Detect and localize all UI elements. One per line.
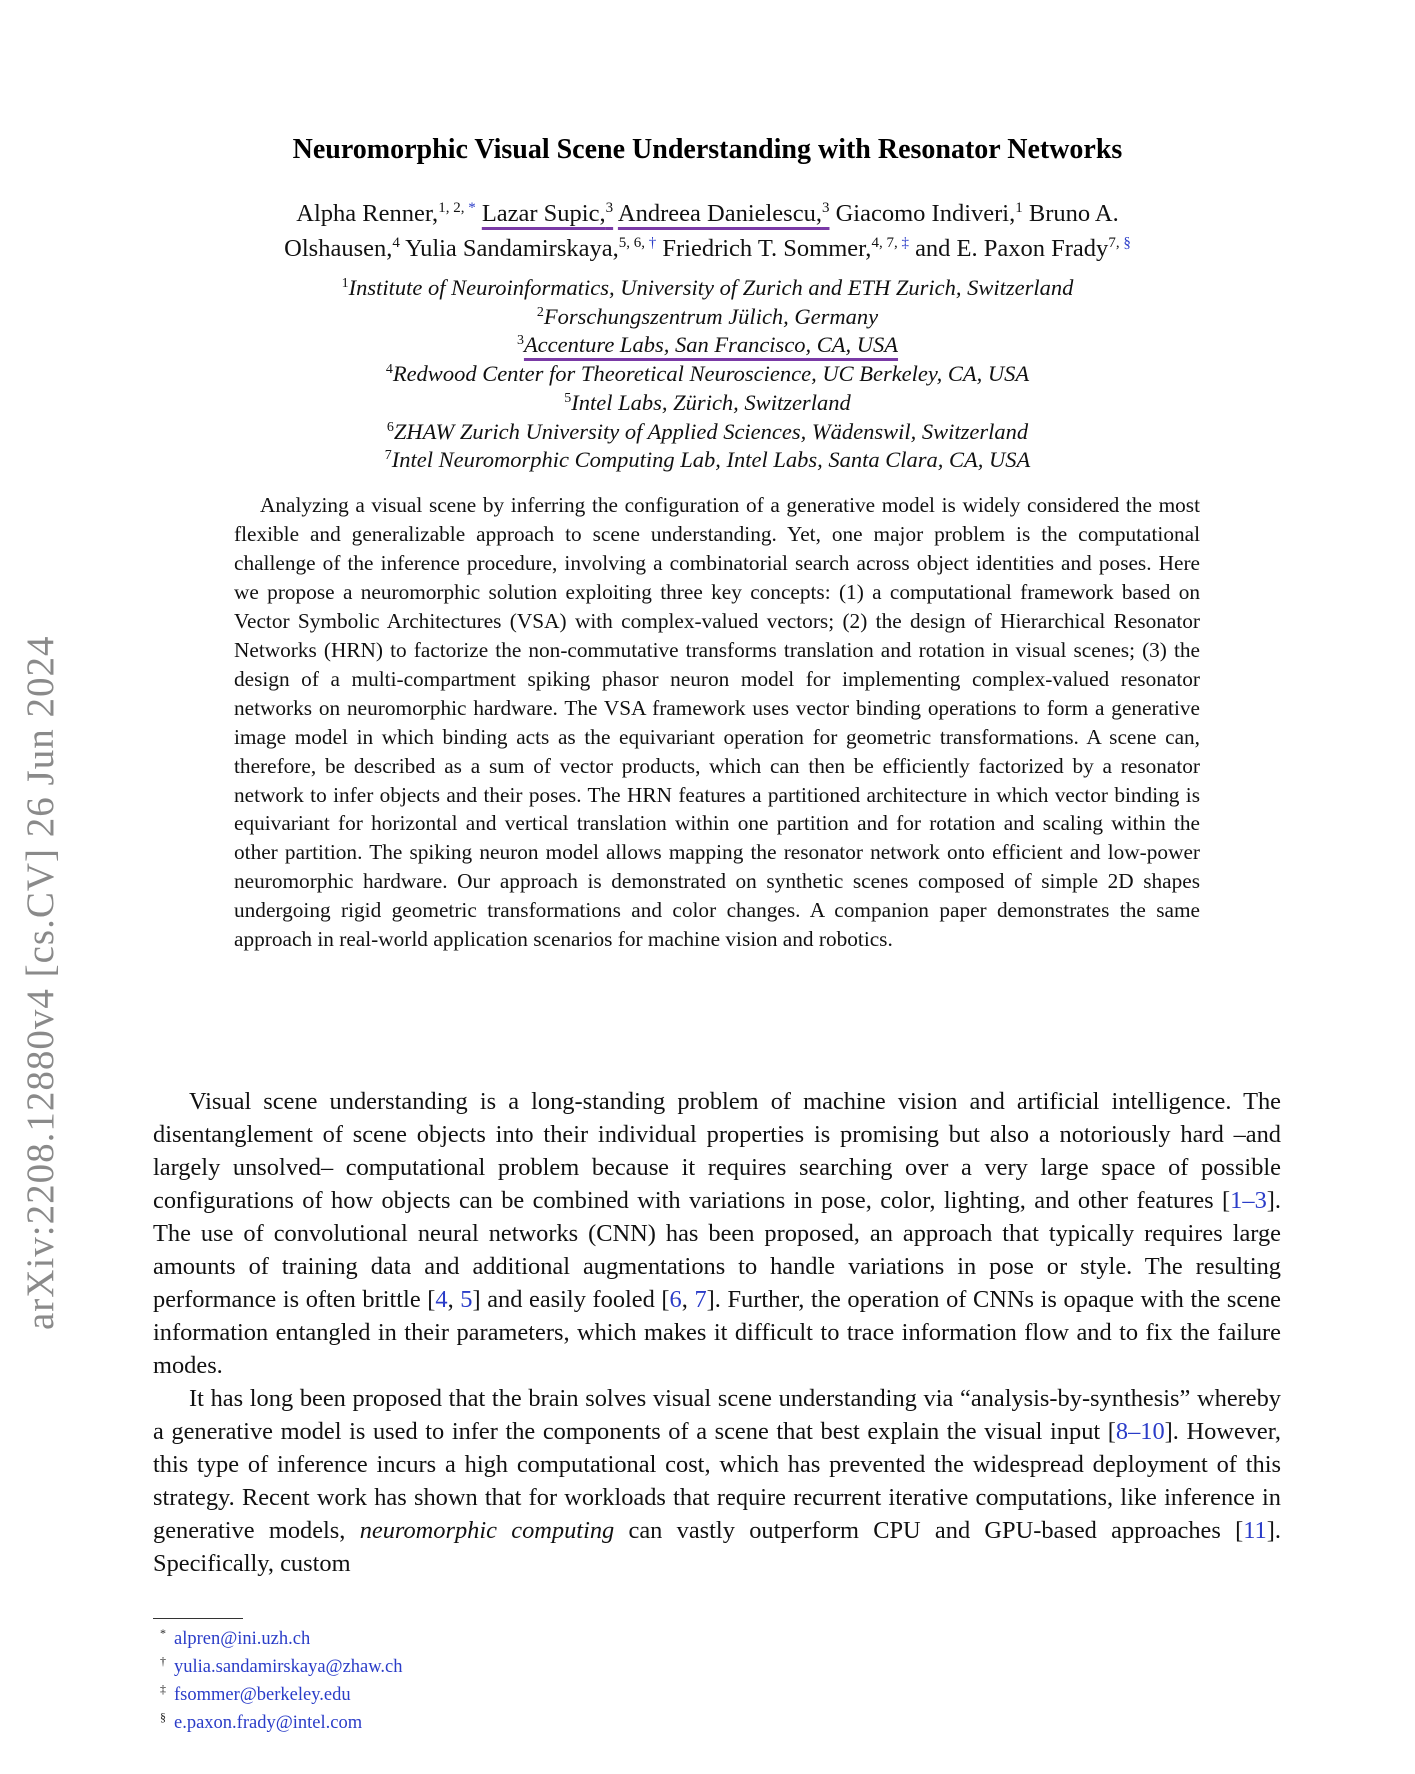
author-supic: Lazar Supic,$^3$ — [481, 200, 614, 227]
author-indiveri: Giacomo Indiveri,$^1$ — [835, 200, 1023, 227]
citation-8-10[interactable]: 8–10 — [1115, 1418, 1165, 1445]
author-renner: Alpha Renner,$^{1, 2, *}$ — [296, 200, 476, 227]
author-sandamirskaya: Yulia Sandamirskaya,$^{5, 6, \dagger}$ — [405, 235, 657, 262]
citation-11[interactable]: 11 — [1243, 1517, 1267, 1544]
email-link-frady[interactable]: e.paxon.frady@intel.com — [174, 1713, 363, 1733]
author-frady: and E. Paxon Frady$^{7, \S}$ — [915, 235, 1131, 262]
author-olshausen-last: Olshausen,$^4$ — [284, 235, 400, 262]
affiliation-3: $^3$Accenture Labs, San Francisco, CA, USA — [516, 332, 899, 358]
email-link-renner[interactable]: alpren@ini.uzh.ch — [174, 1629, 311, 1649]
body-text — [153, 1085, 1281, 1580]
footnote-1: * alpren@ini.uzh.ch — [160, 1626, 311, 1649]
affiliation-7: $^7$Intel Neuromorphic Computing Lab, Intel Labs, Santa Clara, CA, USA — [384, 447, 1031, 473]
affiliation-4: $^4$Redwood Center for Theoretical Neuroscience, UC Berkeley, CA, USA — [385, 361, 1030, 387]
author-sommer: Friedrich T. Sommer,$^{4, 7, \ddagger}$ — [662, 235, 909, 262]
author-danielescu: Andreea Danielescu,$^3$ — [617, 200, 830, 227]
affiliation-6: $^6$ZHAW Zurich University of Applied Sciences, Wädenswil, Switzerland — [386, 418, 1029, 444]
citation-4[interactable]: 4 — [435, 1286, 448, 1313]
paper-title: Neuromorphic Visual Scene Understanding with Resonator Networks — [292, 134, 1123, 165]
affiliation-list — [160, 274, 1255, 475]
affiliation-3-highlight: Accenture Labs, San Francisco, CA, USA — [523, 332, 899, 358]
author-olshausen-first: Bruno A. — [1028, 200, 1119, 227]
citation-1-3[interactable]: 1–3 — [1230, 1187, 1267, 1214]
footnotes — [160, 1625, 403, 1737]
affiliation-5: $^5$Intel Labs, Zürich, Switzerland — [564, 389, 851, 415]
citation-7[interactable]: 7 — [694, 1286, 707, 1313]
citation-6[interactable]: 6 — [669, 1286, 682, 1313]
body-paragraph-1: Visual scene understanding is a long-standing problem of machine vision and artificial intelligence. The disentanglement of scene objects into their individual properties is promising but also a notoriously hard –and largely unsolved– computational problem because it requires searching over a very large space of possible configurations of how objects can be combined with variations in pose, color, lighting, and other features [1–3]. The use of convolutional neural networks (CNN) has been proposed, an approach that typically requires large amounts of training data and additional augmentations to handle variations in pose or style. The resulting performance is often brittle [4, 5] and easily fooled [6, 7]. Further, the operation of CNNs is opaque with the scene information entangled in their parameters, which makes it difficult to trace information flow and to fix the failure modes. — [153, 1088, 1282, 1379]
arxiv-id-label: arXiv:2208.12880v4 [cs.CV] 26 Jun 2024 — [19, 635, 62, 1330]
footnote-3: ‡ fsommer@berkeley.edu — [160, 1682, 351, 1705]
footnote-rule — [153, 1618, 243, 1619]
affiliation-2: $^2$Forschungszentrum Jülich, Germany — [536, 303, 879, 329]
footnote-4: § e.paxon.frady@intel.com — [160, 1710, 363, 1733]
affiliation-1: $^1$Institute of Neuroinformatics, University of Zurich and ETH Zurich, Switzerland — [341, 275, 1074, 300]
email-link-sommer[interactable]: fsommer@berkeley.edu — [174, 1685, 351, 1705]
abstract: Analyzing a visual scene by inferring the configuration of a generative model is widely considered the most flexible and generalizable approach to scene understanding. Yet, one major problem is the computational challenge of the inference procedure, involving a combinatorial search across object identities and poses. Here we propose a neuromorphic solution exploiting three key concepts: (1) a computational framework based on Vector Symbolic Architectures (VSA) with complex-valued vectors; (2) the design of Hierarchical Resonator Networks (HRN) to factorize the non-commutative transforms translation and rotation in visual scenes; (3) the design of a multi-compartment spiking phasor neuron model for implementing complex-valued resonator networks on neuromorphic hardware. The VSA framework uses vector binding operations to form a generative image model in which binding acts as the equivariant operation for geometric transformations. A scene can, therefore, be described as a sum of vector products, which can then be efficiently factorized by a resonator network to infer objects and their poses. The HRN features a partitioned architecture in which vector binding is equivariant for horizontal and vertical translation within one partition and for rotation and scaling within the other partition. The spiking neuron model allows mapping the resonator network onto efficient and low-power neuromorphic hardware. Our approach is demonstrated on synthetic scenes composed of simple 2D shapes undergoing rigid geometric transformations and color changes. A companion paper demonstrates the same approach in real-world application scenarios for machine vision and robotics. — [234, 493, 1200, 952]
footnote-2: † yulia.sandamirskaya@zhaw.ch — [160, 1654, 403, 1677]
author-list — [160, 196, 1255, 266]
body-paragraph-2: It has long been proposed that the brain solves visual scene understanding via “analysis-by-synthesis” whereby a generative model is used to infer the components of a scene that best explain the visual input [8–10]. However, this type of inference incurs a high computational cost, which has prevented the widespread deployment of this strategy. Recent work has shown that for workloads that require recurrent iterative computations, like inference in generative models, neuromorphic computing can vastly outperform CPU and GPU-based approaches [11]. Specifically, custom — [153, 1385, 1281, 1577]
citation-5[interactable]: 5 — [460, 1286, 473, 1313]
email-link-sandamirskaya[interactable]: yulia.sandamirskaya@zhaw.ch — [174, 1657, 403, 1677]
